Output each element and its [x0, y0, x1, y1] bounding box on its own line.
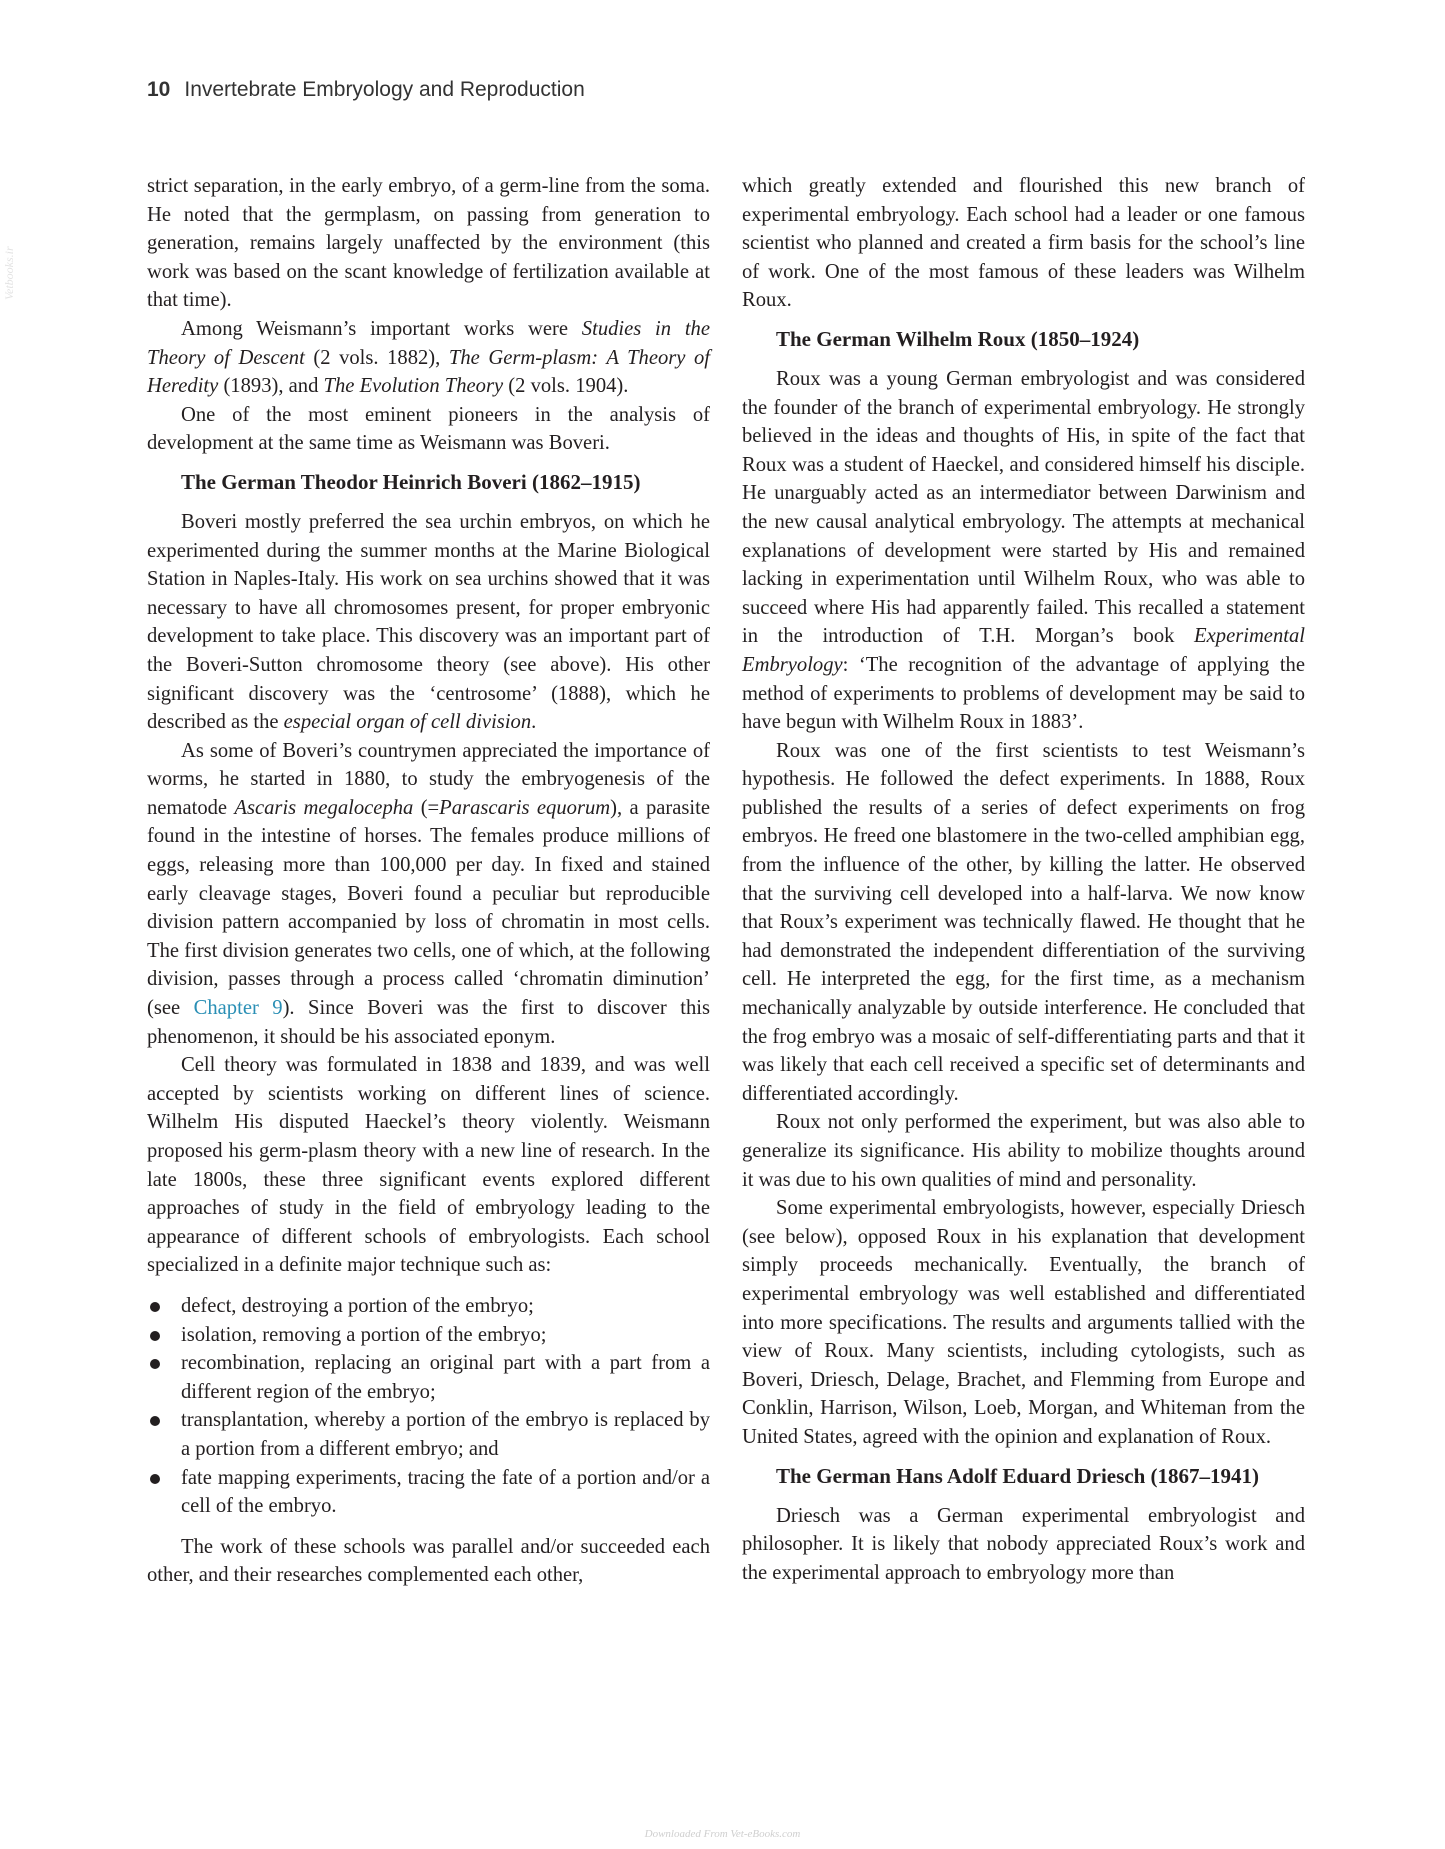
- book-title-italic: The Germ-plasm: A Theory of Heredity: [147, 346, 711, 398]
- book-title-italic: Studies in the Theory of Descent: [147, 317, 710, 369]
- species-name: Parascaris equorum: [439, 796, 611, 819]
- paragraph: Among Weismann’s important works were Studies in the Theory of Descent (2 vols. 1882), The Germ-plasm: A Theory of Heredity (1893), and The Evolution Theory (2 vols. 1904).: [147, 317, 711, 398]
- right-column: [742, 172, 1305, 1587]
- section-heading: The German Hans Adolf Eduard Driesch (1867–1941): [776, 1463, 1260, 1488]
- section-heading: The German Theodor Heinrich Boveri (1862–1915): [181, 469, 641, 494]
- chapter-link[interactable]: Chapter 9: [193, 997, 283, 1020]
- paragraph: Boveri mostly preferred the sea urchin embryos, on which he experimented during the summer months at the Marine Biological Station in Naples-Italy. His work on sea urchins showed that it was necessary to have all chromosomes present, for proper embryonic development to take place. This discovery was an important part of the Boveri-Sutton chromosome theory (see above). His other significant discovery was the ‘centrosome’ (1888), which he described as the especial organ of cell division.: [147, 510, 710, 734]
- paragraph: Roux was a young German embryologist and was considered the founder of the branch of experimental embryology. He strongly believed in the ideas and thoughts of His, in spite of the fact that Roux was a student of Haeckel, and considered himself his disciple. He unarguably acted as an intermediator between Darwinism and the new causal analytical embryology. The attempts at mechanical explanations of development were started by His and remained lacking in experimentation until Wilhelm Roux, who was able to succeed where His had apparently failed. This recalled a statement in the introduction of T.H. Morgan’s book Experimental Embryology: ‘The recognition of the advantage of applying the method of experiments to problems of development may be said to have begun with Wilhelm Roux in 1883’.: [742, 367, 1305, 734]
- footer-watermark: Downloaded From Vet-eBooks.com: [644, 1828, 801, 1840]
- list-item: defect, destroying a portion of the embryo;: [147, 1292, 710, 1321]
- list-item: fate mapping experiments, tracing the fate of a portion and/or a cell of the embryo.: [147, 1464, 710, 1521]
- list-item: recombination, replacing an original part with a part from a different region of the embryo;: [147, 1349, 710, 1406]
- paragraph: As some of Boveri’s countrymen appreciated the importance of worms, he started in 1880, to study the embryogenesis of the nematode Ascaris megalocepha (=Parascaris equorum), a parasite found in the intestine of horses. The females produce millions of eggs, releasing more than 100,000 per day. In fixed and stained early cleavage stages, Boveri found a peculiar but reproducible division pattern accompanied by loss of chromatin in most cells. The first division generates two cells, one of which, at the following division, passes through a process called ‘chromatin diminution’ (see Chapter 9). Since Boveri was the first to discover this phenomenon, it should be his associated eponym.: [147, 739, 710, 1048]
- species-name: Ascaris megalocepha: [234, 796, 414, 819]
- paragraph: One of the most eminent pioneers in the analysis of development at the same time as Weismann was Boveri.: [147, 403, 710, 455]
- list-item: isolation, removing a portion of the embryo;: [147, 1321, 710, 1350]
- book-title-italic: The Evolution Theory: [323, 375, 504, 398]
- running-head: [147, 78, 585, 102]
- section-heading: The German Wilhelm Roux (1850–1924): [776, 326, 1140, 351]
- paragraph: Cell theory was formulated in 1838 and 1839, and was well accepted by scientists working on different lines of science. Wilhelm His disputed Haeckel’s theory violently. Weismann proposed his germ-plasm theory with a new line of research. In the late 1800s, these three significant events explored different approaches of study in the field of embryology leading to the appearance of different schools of embryologists. Each school specialized in a definite major technique such as:: [147, 1054, 710, 1277]
- paragraph: which greatly extended and flourished this new branch of experimental embryology. Each school had a leader or one famous scientist who planned and created a firm basis for the school’s line of work. One of the most famous of these leaders was Wilhelm Roux.: [742, 175, 1305, 312]
- paragraph: Some experimental embryologists, however, especially Driesch (see below), opposed Roux in his explanation that development simply proceeds mechanically. Eventually, the branch of experimental embryology was well established and differentiated into more specifications. The results and arguments tallied with the view of Roux. Many scientists, including cytologists, such as Boveri, Driesch, Delage, Brachet, and Flemming from Europe and Conklin, Harrison, Wilson, Loeb, Morgan, and Whiteman from the United States, agreed with the opinion and explanation of Roux.: [742, 1197, 1305, 1448]
- book-title: Invertebrate Embryology and Reproduction: [184, 78, 585, 101]
- paragraph: The work of these schools was parallel and/or succeeded each other, and their researches complemented each other,: [147, 1535, 710, 1587]
- paragraph: Roux was one of the first scientists to test Weismann’s hypothesis. He followed the defect experiments. In 1888, Roux published the results of a series of defect experiments on frog embryos. He freed one blastomere in the two-celled amphibian egg, from the influence of the other, by killing the latter. He observed that the surviving cell developed into a half-larva. We now know that Roux’s experiment was technically flawed. He thought that he had demonstrated the independent differentiation of the surviving cell. He interpreted the egg, for the first time, as a mechanism mechanically analyzable by outside interference. He concluded that the frog embryo was a mosaic of self-differentiating parts and that it was likely that each cell received a specific set of determinants and differentiated accordingly.: [742, 739, 1305, 1105]
- paragraph: strict separation, in the early embryo, of a germ-line from the soma. He noted that the germplasm, on passing from generation to generation, remains largely unaffected by the environment (this work was based on the scant knowledge of fertilization available at that time).: [147, 175, 710, 312]
- technique-list: [147, 1292, 710, 1521]
- book-title-italic: Experimental Embryology: [742, 625, 1305, 676]
- paragraph: Driesch was a German experimental embryologist and philosopher. It is likely that nobody appreciated Roux’s work and the experimental approach to embryology more than: [742, 1504, 1305, 1584]
- side-watermark: Vetbooks.ir: [2, 246, 16, 300]
- page-number: 10: [147, 78, 171, 101]
- italic-term: especial organ of cell division: [283, 711, 532, 734]
- paragraph: Roux not only performed the experiment, but was also able to generalize its significance. His ability to mobilize thoughts around it was due to his own qualities of mind and personality.: [742, 1111, 1305, 1191]
- list-item: transplantation, whereby a portion of the embryo is replaced by a portion from a different embryo; and: [147, 1406, 710, 1463]
- left-column: [147, 172, 710, 1590]
